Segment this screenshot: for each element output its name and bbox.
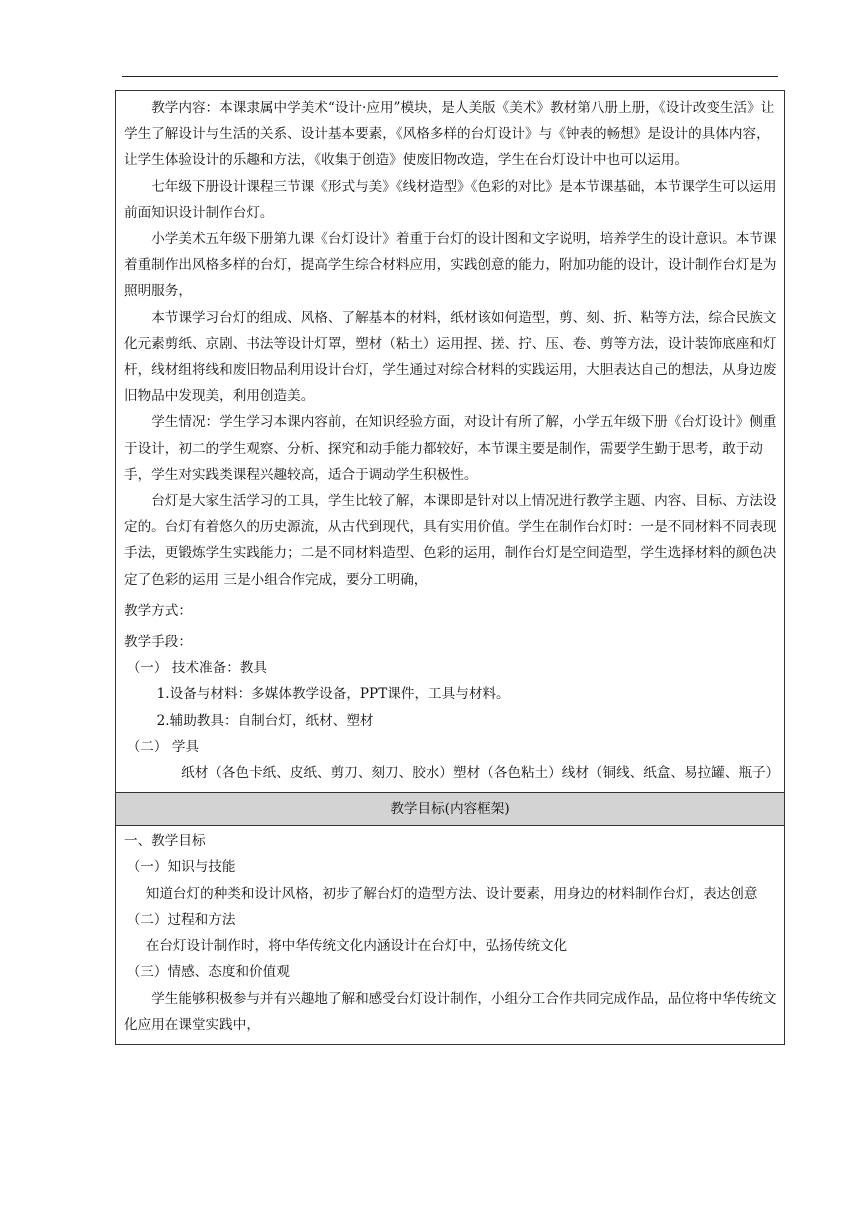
student-situation-paragraph: 学生情况：学生学习本课内容前，在知识经验方面，对设计有所了解，小学五年级下册《台灯设计》侧重于设计，初二的学生观察、分析、探究和动手能力都较好，本节课主要是制作，需要学生勤于思考，敢于动手，学生对实践类课程兴趣较高，适合于调动学生积极性。: [124, 414, 777, 483]
process-method-label: （二）过程和方法: [126, 911, 236, 928]
teaching-means-label: 教学手段：: [124, 634, 192, 651]
objectives-section-header: 教学目标(内容框架): [116, 792, 784, 826]
knowledge-skills-label: （一）知识与技能: [126, 859, 236, 876]
process-method-text: 在台灯设计制作时，将中华传统文化内涵设计在台灯中，弘扬传统文化: [145, 938, 568, 955]
emotion-values-text: 学生能够积极参与并有兴趣地了解和感受台灯设计制作，小组分工合作共同完成作品，品位将中华传统文化应用在课堂实践中，: [124, 990, 777, 1033]
content-paragraph-1: 教学内容：本课隶属中学美术“设计·应用”模块，是人美版《美术》教材第八册上册，《设计改变生活》让学生了解设计与生活的关系、设计基本要素，《风格多样的台灯设计》与《钟表的畅想》是设计的具体内容，让学生体验设计的乐趣和方法，《收集于创造》使废旧物改造，学生在台灯设计中也可以运用。: [124, 100, 775, 169]
aids-line: 2.辅助教具：自制台灯，纸材、塑材: [156, 712, 374, 729]
student-tools-label: （二） 学具: [126, 738, 200, 755]
lesson-plan-table: [115, 90, 785, 1045]
emotion-values-label: （三）情感、态度和价值观: [126, 964, 290, 981]
content-paragraph-6: 台灯是大家生活学习的工具，学生比较了解，本课即是针对以上情况进行教学主题、内容、目标、方法设定的。台灯有着悠久的历史源流，从古代到现代，具有实用价值。学生在制作台灯时：一是不同材料不同表现手法，更锻炼学生实践能力；二是不同材料造型、色彩的运用，制作台灯是空间造型，学生选择材料的颜色决定了色彩的运用 三是小组合作完成，要分工明确，: [124, 493, 777, 588]
objectives-cell: [116, 826, 784, 1044]
knowledge-skills-text: 知道台灯的种类和设计风格，初步了解台灯的造型方法、设计要素，用身边的材料制作台灯，表达创意: [145, 885, 758, 902]
student-tools-text: 纸材（各色卡纸、皮纸、剪刀、刻刀、胶水）塑材（各色粘土）线材（铜线、纸盒、易拉罐、瓶子）: [181, 765, 780, 782]
content-paragraph-4: 本节课学习台灯的组成、风格、了解基本的材料，纸材该如何造型，剪、刻、折、粘等方法，综合民族文化元素剪纸、京剧、书法等设计灯罩，塑材（粘土）运用捏、搓、拧、压、卷、剪等方法，设计装饰底座和灯杆，线材组将线和废旧物品利用设计台灯，学生通过对综合材料的实践运用，大胆表达自己的想法，从身边废旧物品中发现美，利用创造美。: [124, 309, 777, 405]
equipment-line: 1.设备与材料：多媒体教学设备，PPT课件，工具与材料。: [156, 686, 510, 703]
content-paragraph-2: 七年级下册设计课程三节课《形式与美》《线材造型》《色彩的对比》是本节课基础，本节课学生可以运用前面知识设计制作台灯。: [124, 178, 777, 221]
teaching-content-cell: [116, 91, 784, 792]
objectives-heading: 一、教学目标: [124, 833, 206, 850]
teaching-method-label: 教学方式：: [124, 602, 192, 619]
tech-prep-line: （一） 技术准备：教具: [126, 660, 267, 677]
page-header-rule: [122, 76, 778, 77]
content-paragraph-3: 小学美术五年级下册第九课《台灯设计》着重于台灯的设计图和文字说明，培养学生的设计意识。本节课着重制作出风格多样的台灯，提高学生综合材料应用，实践创意的能力，附加功能的设计，设计制作台灯是为照明服务，: [124, 231, 777, 300]
